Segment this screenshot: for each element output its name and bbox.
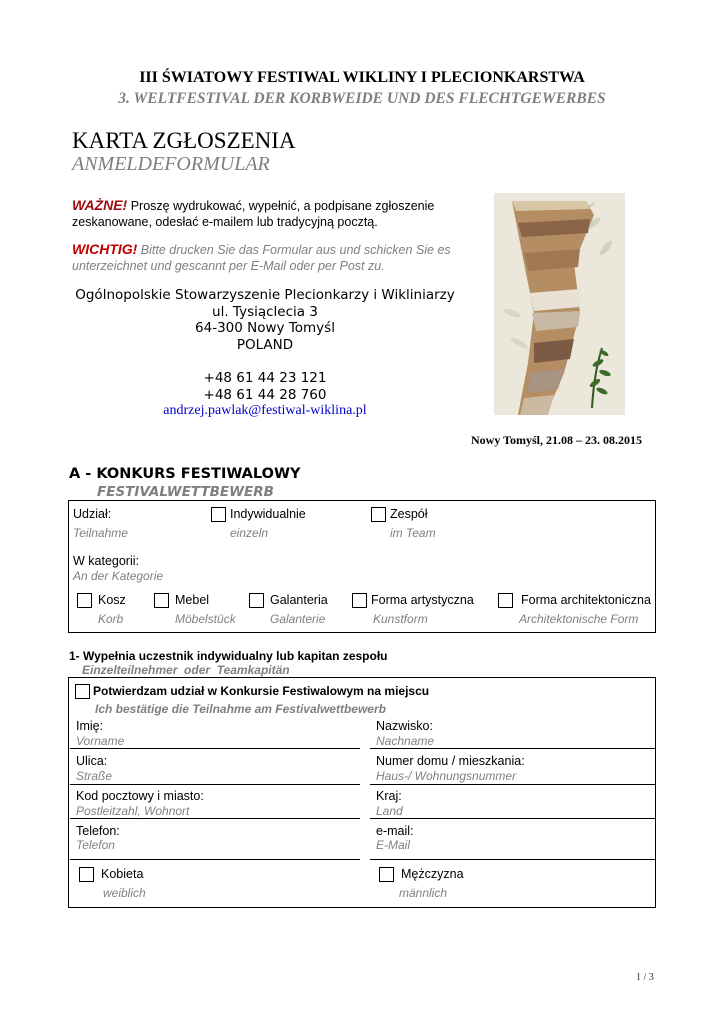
participation-label: Udział: — [73, 507, 112, 521]
category-art-form-checkbox[interactable] — [352, 593, 367, 608]
male-label-de: männlich — [399, 886, 448, 900]
email-field[interactable] — [370, 859, 656, 860]
postal-code-field[interactable] — [70, 818, 360, 819]
address-city: 64-300 Nowy Tomyśl — [195, 320, 335, 336]
team-label: Zespół — [390, 507, 428, 521]
festival-title-de: 3. WELTFESTIVAL DER KORBWEIDE UND DES FLECHTGEWERBES — [118, 90, 606, 107]
part-1-title: 1- Wypełnia uczestnik indywidualny lub kapitan zespołu — [69, 649, 388, 663]
female-label: Kobieta — [101, 867, 144, 881]
email-label-de: E-Mail — [376, 838, 411, 852]
category-label: W kategorii: — [73, 554, 139, 568]
phone-label: Telefon: — [76, 824, 120, 838]
category-furniture-label-de: Möbelstück — [175, 612, 236, 626]
category-accessories-label-de: Galanterie — [270, 612, 326, 626]
confirm-label-de: Ich bestätige die Teilnahme am Festivalwettbewerb — [95, 702, 386, 716]
category-basket-label: Kosz — [98, 593, 126, 607]
first-name-label-de: Vorname — [76, 734, 125, 748]
category-accessories-label: Galanteria — [270, 593, 328, 607]
individual-label: Indywidualnie — [230, 507, 306, 521]
participation-label-de: Teilnahme — [73, 526, 128, 540]
female-checkbox[interactable] — [79, 867, 94, 882]
individual-checkbox[interactable] — [211, 507, 226, 522]
category-architectural-label: Forma architektoniczna — [521, 593, 651, 607]
street-label-de: Straße — [76, 769, 113, 783]
section-a-title-de: FESTIVALWETTBEWERB — [97, 484, 274, 500]
address-org: Ogólnopolskie Stowarzyszenie Plecionkarzy i Wikliniarzy — [75, 287, 455, 303]
address-phone-2: +48 61 44 28 760 — [203, 386, 327, 403]
category-basket-checkbox[interactable] — [77, 593, 92, 608]
address-street: ul. Tysiąclecia 3 — [212, 303, 318, 320]
individual-label-de: einzeln — [230, 526, 269, 540]
page-number: 1 / 3 — [636, 972, 654, 983]
phone-field[interactable] — [70, 859, 360, 860]
festival-title: III ŚWIATOWY FESTIWAL WIKLINY I PLECIONKARSTWA — [139, 69, 585, 86]
section-a-title: A - KONKURS FESTIWALOWY — [69, 466, 301, 482]
form-title: KARTA ZGŁOSZENIA — [72, 128, 296, 153]
house-number-field[interactable] — [370, 784, 656, 785]
festival-dates: Nowy Tomyśl, 21.08 – 23. 08.2015 — [471, 433, 643, 447]
team-checkbox[interactable] — [371, 507, 386, 522]
country-label-de: Land — [376, 804, 403, 818]
last-name-label-de: Nachname — [376, 734, 435, 748]
notice-pl — [72, 198, 452, 230]
form-title-de: ANMELDEFORMULAR — [72, 153, 270, 175]
category-accessories-checkbox[interactable] — [249, 593, 264, 608]
confirm-checkbox[interactable] — [75, 684, 90, 699]
category-architectural-checkbox[interactable] — [498, 593, 513, 608]
first-name-field[interactable] — [70, 748, 360, 749]
last-name-label: Nazwisko: — [376, 719, 433, 733]
house-number-label-de: Haus-/ Wohnungsnummer — [376, 769, 517, 783]
notice-de-text: Bitte drucken Sie das Formular aus und schicken Sie es unterzeichnet und gescannt per E-Mail oder per Post zu. — [72, 243, 451, 273]
category-art-form-label: Forma artystyczna — [371, 593, 474, 607]
category-furniture-label: Mebel — [175, 593, 210, 607]
address-phone-1: +48 61 44 23 121 — [203, 370, 327, 386]
last-name-field[interactable] — [370, 748, 656, 749]
house-number-label: Numer domu / mieszkania: — [376, 754, 525, 768]
street-label: Ulica: — [76, 754, 108, 768]
team-label-de: im Team — [390, 526, 436, 540]
male-checkbox[interactable] — [379, 867, 394, 882]
category-art-form-label-de: Kunstform — [373, 612, 428, 626]
notice-de-label: WICHTIG! — [72, 241, 138, 257]
postal-code-label-de: Postleitzahl, Wohnort — [76, 804, 190, 818]
address-block — [60, 287, 470, 420]
country-field[interactable] — [370, 818, 656, 819]
category-basket-label-de: Korb — [98, 612, 124, 626]
part-1-title-de: Einzelteilnehmer oder Teamkapitän — [82, 663, 290, 677]
notice-pl-text: Proszę wydrukować, wypełnić, a podpisane zgłoszenie zeskanowane, odesłać e-mailem lub tradycyjną pocztą. — [72, 199, 435, 229]
notice-pl-label: WAŻNE! — [72, 197, 128, 213]
phone-label-de: Telefon — [76, 838, 115, 852]
address-country: POLAND — [236, 336, 294, 353]
first-name-label: Imię: — [76, 719, 104, 733]
category-furniture-checkbox[interactable] — [154, 593, 169, 608]
email-label: e-mail: — [376, 824, 414, 838]
postal-code-label: Kod pocztowy i miasto: — [76, 789, 204, 803]
female-label-de: weiblich — [103, 886, 146, 900]
male-label: Mężczyzna — [401, 867, 464, 881]
confirm-label: Potwierdzam udział w Konkursie Festiwalowym na miejscu — [93, 684, 430, 698]
category-architectural-label-de: Architektonische Form — [519, 612, 639, 626]
address-email-link[interactable]: andrzej.pawlak@festiwal-wiklina.pl — [163, 403, 367, 418]
category-label-de: An der Kategorie — [73, 569, 164, 583]
wicker-basket-image — [494, 193, 625, 415]
country-label: Kraj: — [376, 789, 402, 803]
notice-de — [72, 242, 452, 274]
street-field[interactable] — [70, 784, 360, 785]
